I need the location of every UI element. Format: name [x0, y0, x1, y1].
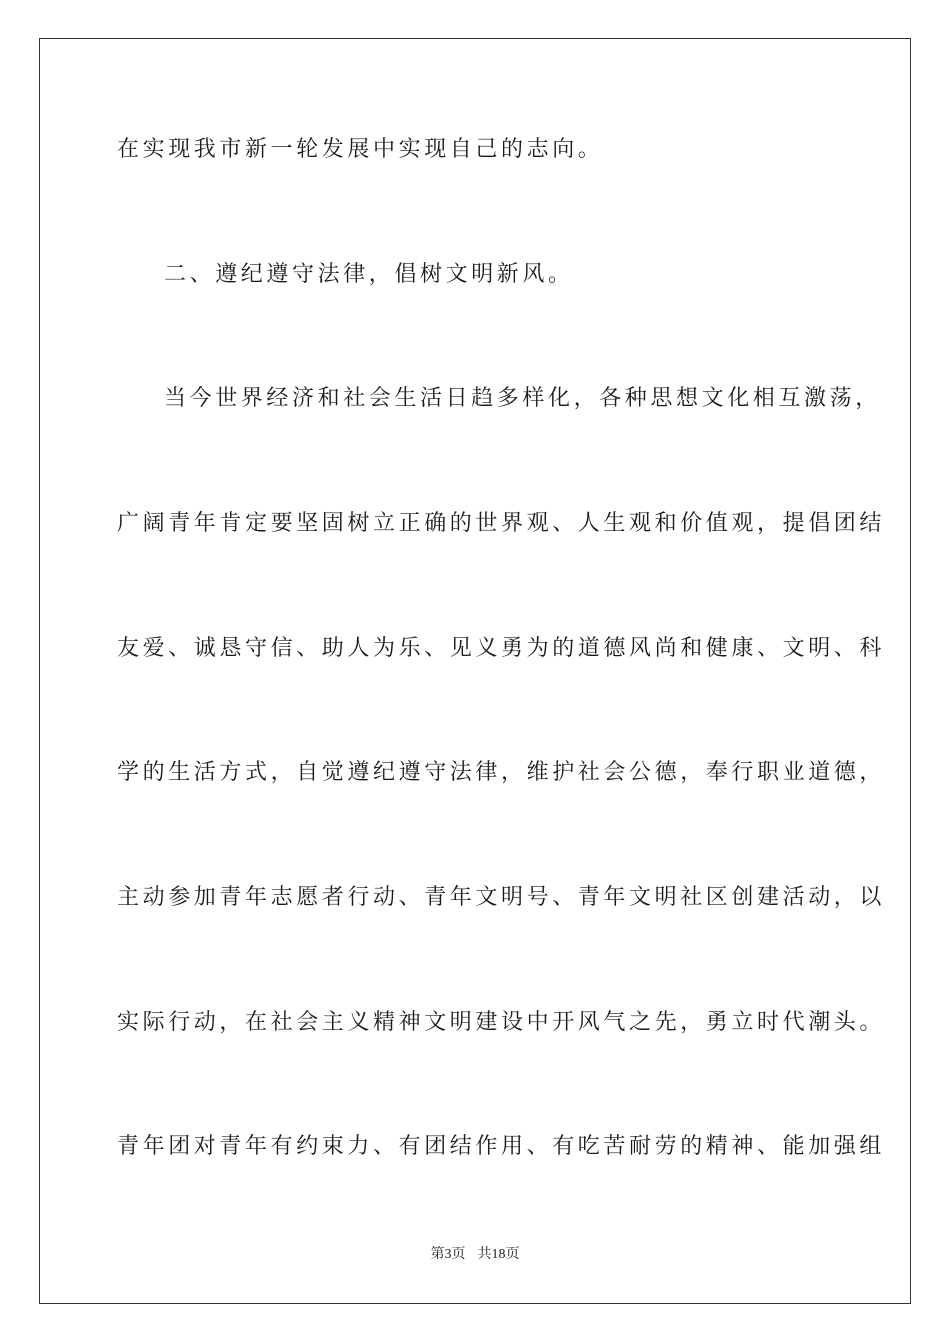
- text-line-3: 当今世界经济和社会生活日趋多样化，各种思想文化相互激荡，: [164, 386, 881, 411]
- section-heading: 二、遵纪遵守法律，倡树文明新风。: [164, 262, 574, 287]
- page-number: 第3页: [430, 1247, 466, 1262]
- text-line-4: 广阔青年肯定要坚固树立正确的世界观、人生观和价值观，提倡团结: [117, 511, 886, 536]
- page-footer: [0, 1245, 950, 1265]
- text-line-7: 主动参加青年志愿者行动、青年文明号、青年文明社区创建活动，以: [117, 885, 886, 910]
- text-line-8: 实际行动，在社会主义精神文明建设中开风气之先，勇立时代潮头。: [117, 1010, 886, 1035]
- page-border: [39, 38, 911, 1304]
- page-total: 共18页: [477, 1247, 520, 1262]
- text-line-9: 青年团对青年有约束力、有团结作用、有吃苦耐劳的精神、能加强组: [117, 1134, 886, 1159]
- text-line-6: 学的生活方式，自觉遵纪遵守法律，维护社会公德，奉行职业道德，: [117, 760, 886, 785]
- text-line-1: 在实现我市新一轮发展中实现自己的志向。: [117, 137, 604, 162]
- text-line-5: 友爱、诚恳守信、助人为乐、见义勇为的道德风尚和健康、文明、科: [117, 636, 886, 661]
